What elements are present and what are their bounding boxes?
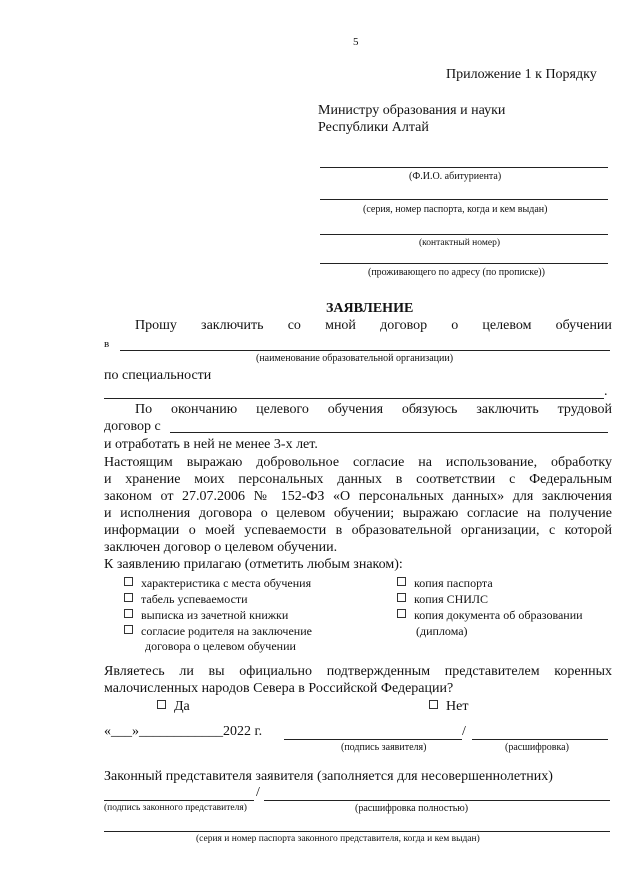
consent-line3: законом от 27.07.2006 № 152-ФЗ «О персональных данных» для заключения	[104, 489, 612, 504]
obligation-line3: и отработать в ней не менее 3-х лет.	[104, 437, 318, 452]
addressee-line2: Республики Алтай	[318, 120, 429, 135]
consent-line1: Настоящим выражаю добровольное согласие на использование, обработку	[104, 455, 612, 470]
attach-label: табель успеваемости	[141, 592, 248, 606]
decode-caption: (расшифровка)	[505, 742, 569, 753]
passport-line[interactable]	[320, 199, 608, 200]
attach-item[interactable]	[124, 592, 248, 607]
checkbox-icon[interactable]	[124, 593, 133, 602]
attachments-intro: К заявлению прилагаю (отметить любым знаком):	[104, 557, 403, 572]
contact-caption: (контактный номер)	[419, 238, 500, 248]
appendix-note: Приложение 1 к Порядку	[446, 67, 597, 82]
address-caption: (проживающего по адресу (по прописке))	[368, 267, 545, 278]
attach-label: копия документа об образовании	[414, 608, 583, 622]
attach-item[interactable]	[397, 576, 493, 591]
address-line[interactable]	[320, 263, 608, 264]
attach-label-cont: договора о целевом обучении	[145, 639, 296, 653]
request-word: заключить	[201, 318, 264, 333]
date-field[interactable]: «___»____________2022 г.	[104, 724, 263, 739]
fio-caption: (Ф.И.О. абитуриента)	[409, 171, 502, 182]
contact-line[interactable]	[320, 234, 608, 235]
legal-rep-signature-line[interactable]	[104, 800, 254, 801]
legal-rep-title: Законный представителя заявителя (заполняется для несовершеннолетних)	[104, 769, 553, 784]
request-word: договор	[380, 318, 428, 333]
legal-rep-slash: /	[256, 785, 260, 800]
consent-line4: и исполнения договора о целевом обучении; выражаю согласие на получение	[104, 506, 612, 521]
consent-line6: заключен договор о целевом обучении.	[104, 540, 338, 555]
addressee-line1: Министру образования и науки	[318, 103, 506, 118]
checkbox-icon[interactable]	[429, 700, 438, 709]
attach-label: копия паспорта	[414, 576, 493, 590]
attach-item[interactable]	[124, 624, 312, 639]
checkbox-icon[interactable]	[124, 625, 133, 634]
employer-line[interactable]	[170, 432, 608, 433]
passport-caption: (серия, номер паспорта, когда и кем выдан)	[363, 204, 548, 215]
attach-label-cont: (диплома)	[416, 624, 468, 638]
checkbox-icon[interactable]	[124, 577, 133, 586]
answer-yes[interactable]	[157, 699, 190, 715]
legal-rep-decode-caption: (расшифровка полностью)	[355, 803, 469, 814]
organization-caption: (наименование образовательной организации)	[256, 353, 454, 364]
fio-line[interactable]	[320, 167, 608, 168]
legal-rep-passport-line[interactable]	[104, 831, 610, 832]
obligation-line2: договор с	[104, 419, 161, 434]
attach-item[interactable]	[124, 576, 311, 591]
preposition-v: в	[104, 338, 110, 350]
organization-line[interactable]	[120, 350, 610, 351]
consent-line2: и хранение моих персональных данных в соответствии с Федеральным	[104, 472, 612, 487]
checkbox-icon[interactable]	[157, 700, 166, 709]
request-word: обучении	[555, 318, 612, 333]
attach-item[interactable]	[397, 592, 488, 607]
legal-rep-sign-caption: (подпись законного представителя)	[104, 803, 247, 813]
consent-line5: информации о моей успеваемости в образовательной организации, с которой	[104, 523, 612, 538]
checkbox-icon[interactable]	[397, 577, 406, 586]
signature-slash: /	[462, 724, 466, 739]
signature-caption: (подпись заявителя)	[341, 742, 427, 753]
document-title: ЗАЯВЛЕНИЕ	[326, 301, 414, 316]
page-number: 5	[353, 36, 359, 48]
request-word: Прошу	[135, 318, 177, 333]
question-line1: Являетесь ли вы официально подтвержденным представителем коренных	[104, 664, 612, 679]
checkbox-icon[interactable]	[397, 593, 406, 602]
question-line2: малочисленных народов Севера в Российской Федерации?	[104, 681, 454, 696]
decode-line[interactable]	[472, 739, 608, 740]
specialty-line[interactable]	[104, 398, 604, 399]
attach-label: характеристика с места обучения	[141, 576, 312, 590]
request-word: целевом	[482, 318, 532, 333]
request-line	[135, 318, 612, 334]
attach-item[interactable]	[397, 608, 583, 623]
legal-rep-passport-caption: (серия и номер паспорта законного представителя, когда и кем выдан)	[196, 834, 480, 844]
specialty-label: по специальности	[104, 368, 212, 383]
attach-item[interactable]	[124, 608, 288, 623]
attach-label: выписка из зачетной книжки	[141, 608, 289, 622]
legal-rep-decode-line[interactable]	[264, 800, 610, 801]
signature-line[interactable]	[284, 739, 462, 740]
request-word: со	[287, 318, 301, 333]
attach-label: согласие родителя на заключение	[141, 624, 312, 638]
answer-no-label: Нет	[446, 699, 469, 714]
request-word: о	[451, 318, 459, 333]
obligation-line1: По окончанию целевого обучения обязуюсь заключить трудовой	[135, 402, 612, 417]
answer-yes-label: Да	[174, 699, 190, 714]
specialty-dot: .	[604, 384, 608, 399]
answer-no[interactable]	[429, 699, 468, 715]
checkbox-icon[interactable]	[124, 609, 133, 618]
request-word: мной	[325, 318, 356, 333]
attach-label: копия СНИЛС	[414, 592, 489, 606]
checkbox-icon[interactable]	[397, 609, 406, 618]
